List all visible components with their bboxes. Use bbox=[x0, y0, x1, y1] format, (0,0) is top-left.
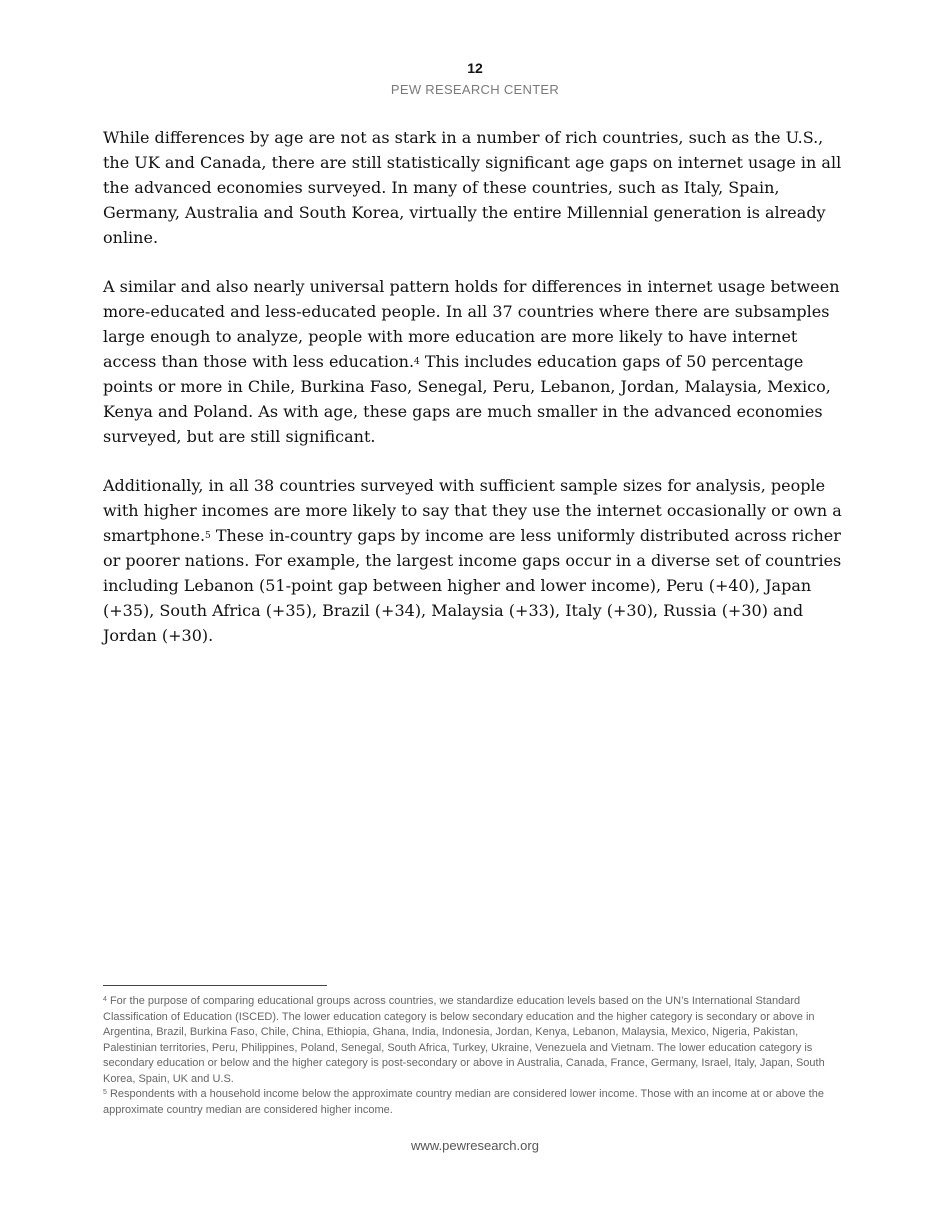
footnote-divider bbox=[103, 985, 327, 986]
paragraph-age-gaps: While differences by age are not as stark in a number of rich countries, such as the U.S., the UK and Canada, there are still statistically significant age gaps on internet usage in all the advanced economies surveyed. In many of these countries, such as Italy, Spain, Germany, Australia and South Korea, virtually the entire Millennial generation is already online. bbox=[103, 128, 842, 247]
footnote-4 bbox=[103, 994, 838, 1087]
website-url[interactable]: www.pewresearch.org bbox=[411, 1138, 539, 1153]
page-number: 12 bbox=[467, 60, 483, 76]
paragraph-text: Additionally, in all 38 countries surveyed with sufficient sample sizes for analysis, people with higher incomes are more likely to say that they use the internet occasionally or own a smartphone. bbox=[103, 476, 842, 545]
paragraph-text: This includes education gaps of 50 percentage points or more in Chile, Burkina Faso, Senegal, Peru, Lebanon, Jordan, Malaysia, Mexico, Kenya and Poland. As with age, these gaps are much smaller in the advanced economies surveyed, but are still significant. bbox=[103, 352, 831, 446]
footnote-5 bbox=[103, 1087, 838, 1118]
paragraph-income-gaps bbox=[103, 473, 853, 648]
article-body bbox=[103, 125, 853, 672]
footnotes bbox=[103, 994, 838, 1118]
paragraph-text: These in-country gaps by income are less uniformly distributed across richer or poorer nations. For example, the largest income gaps occur in a diverse set of countries including Lebanon (51-point gap between higher and lower income), Peru (+40), Japan (+35), South Africa (+35), Brazil (+34), Malaysia (+33), Italy (+30), Russia (+30) and Jordan (+30). bbox=[103, 526, 842, 645]
paragraph-text: A similar and also nearly universal pattern holds for differences in internet usage between more-educated and less-educated people. In all 37 countries where there are subsamples large enough to analyze, people with more education are more likely to have internet access than those with less education. bbox=[103, 277, 840, 371]
footnote-reference-5[interactable]: 5 bbox=[205, 530, 211, 541]
organization-header: PEW RESEARCH CENTER bbox=[390, 82, 560, 97]
footnote-text: For the purpose of comparing educational groups across countries, we standardize education levels based on the UN’s International Standard Classification of Education (ISCED). The lower education category is below secondary education and the higher category is secondary or above in Argentina, Brazil, Burkina Faso, Chile, China, Ethiopia, Ghana, India, Indonesia, Jordan, Kenya, Lebanon, Malaysia, Mexico, Nigeria, Pakistan, Palestinian territories, Peru, Philippines, Poland, Senegal, South Africa, Turkey, Ukraine, Venezuela and Vietnam. The lower education category is secondary education or below and the higher category is post-secondary or above in Australia, Canada, France, Germany, Israel, Italy, Japan, South Korea, Spain, UK and U.S. bbox=[103, 995, 825, 1085]
footnote-mark: 4 bbox=[103, 995, 107, 1003]
footnote-reference-4[interactable]: 4 bbox=[414, 356, 420, 367]
footnote-mark: 5 bbox=[103, 1088, 107, 1096]
paragraph-education-gaps bbox=[103, 274, 853, 449]
footnote-text: Respondents with a household income below the approximate country median are considered lower income. Those with an income at or above the approximate country median are considered higher income. bbox=[103, 1088, 824, 1116]
